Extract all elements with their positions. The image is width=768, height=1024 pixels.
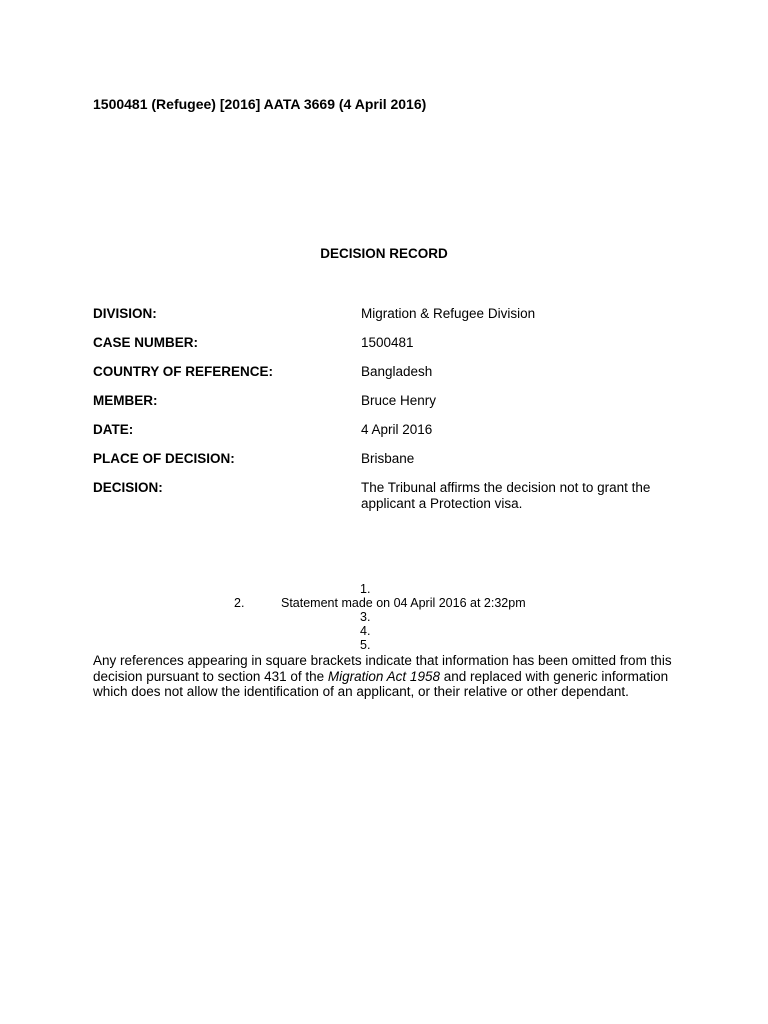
field-row-division: [93, 306, 683, 322]
statement-text: Statement made on 04 April 2016 at 2:32pm: [281, 596, 526, 610]
disclaimer-text-before: Any references appearing in square brackets indicate that information has been omitted from this decision pursuant to section 431 of the: [93, 653, 672, 684]
division-label: DIVISION:: [93, 306, 157, 321]
list-number: 2.: [234, 596, 245, 610]
list-number: 4.: [360, 624, 371, 638]
disclaimer-text-after: and replaced with generic information which does not allow the identification of an applicant, or their relative or other dependant.: [93, 668, 669, 699]
case-number-value: 1500481: [361, 335, 414, 350]
decision-value: The Tribunal affirms the decision not to grant the applicant a Protection visa.: [361, 480, 651, 511]
list-number: 5.: [360, 638, 371, 652]
list-number: 1.: [360, 582, 371, 596]
decision-record-title: DECISION RECORD: [320, 246, 448, 261]
act-name: Migration Act 1958: [327, 668, 440, 684]
case-number-label: CASE NUMBER:: [93, 335, 199, 350]
list-item: [0, 596, 768, 610]
date-value: 4 April 2016: [361, 422, 433, 437]
disclaimer-paragraph: [93, 653, 683, 700]
case-citation: 1500481 (Refugee) [2016] AATA 3669 (4 April 2016): [93, 96, 427, 112]
field-row-member: [93, 393, 683, 409]
list-item: [0, 624, 768, 638]
list-item: [0, 610, 768, 624]
member-value: Bruce Henry: [361, 393, 437, 408]
field-row-place: [93, 451, 683, 467]
place-label: PLACE OF DECISION:: [93, 451, 235, 466]
list-number: 3.: [360, 610, 371, 624]
list-item: [0, 638, 768, 652]
field-row-country: [93, 364, 683, 380]
field-row-case-number: [93, 335, 683, 351]
field-row-date: [93, 422, 683, 438]
numbered-list: [0, 582, 768, 652]
decision-label: DECISION:: [93, 480, 163, 495]
field-row-decision: [93, 480, 683, 512]
division-value: Migration & Refugee Division: [361, 306, 536, 321]
country-label: COUNTRY OF REFERENCE:: [93, 364, 274, 379]
member-label: MEMBER:: [93, 393, 158, 408]
place-value: Brisbane: [361, 451, 415, 466]
country-value: Bangladesh: [361, 364, 433, 379]
list-item: [0, 582, 768, 596]
decision-fields: [93, 306, 683, 525]
date-label: DATE:: [93, 422, 134, 437]
